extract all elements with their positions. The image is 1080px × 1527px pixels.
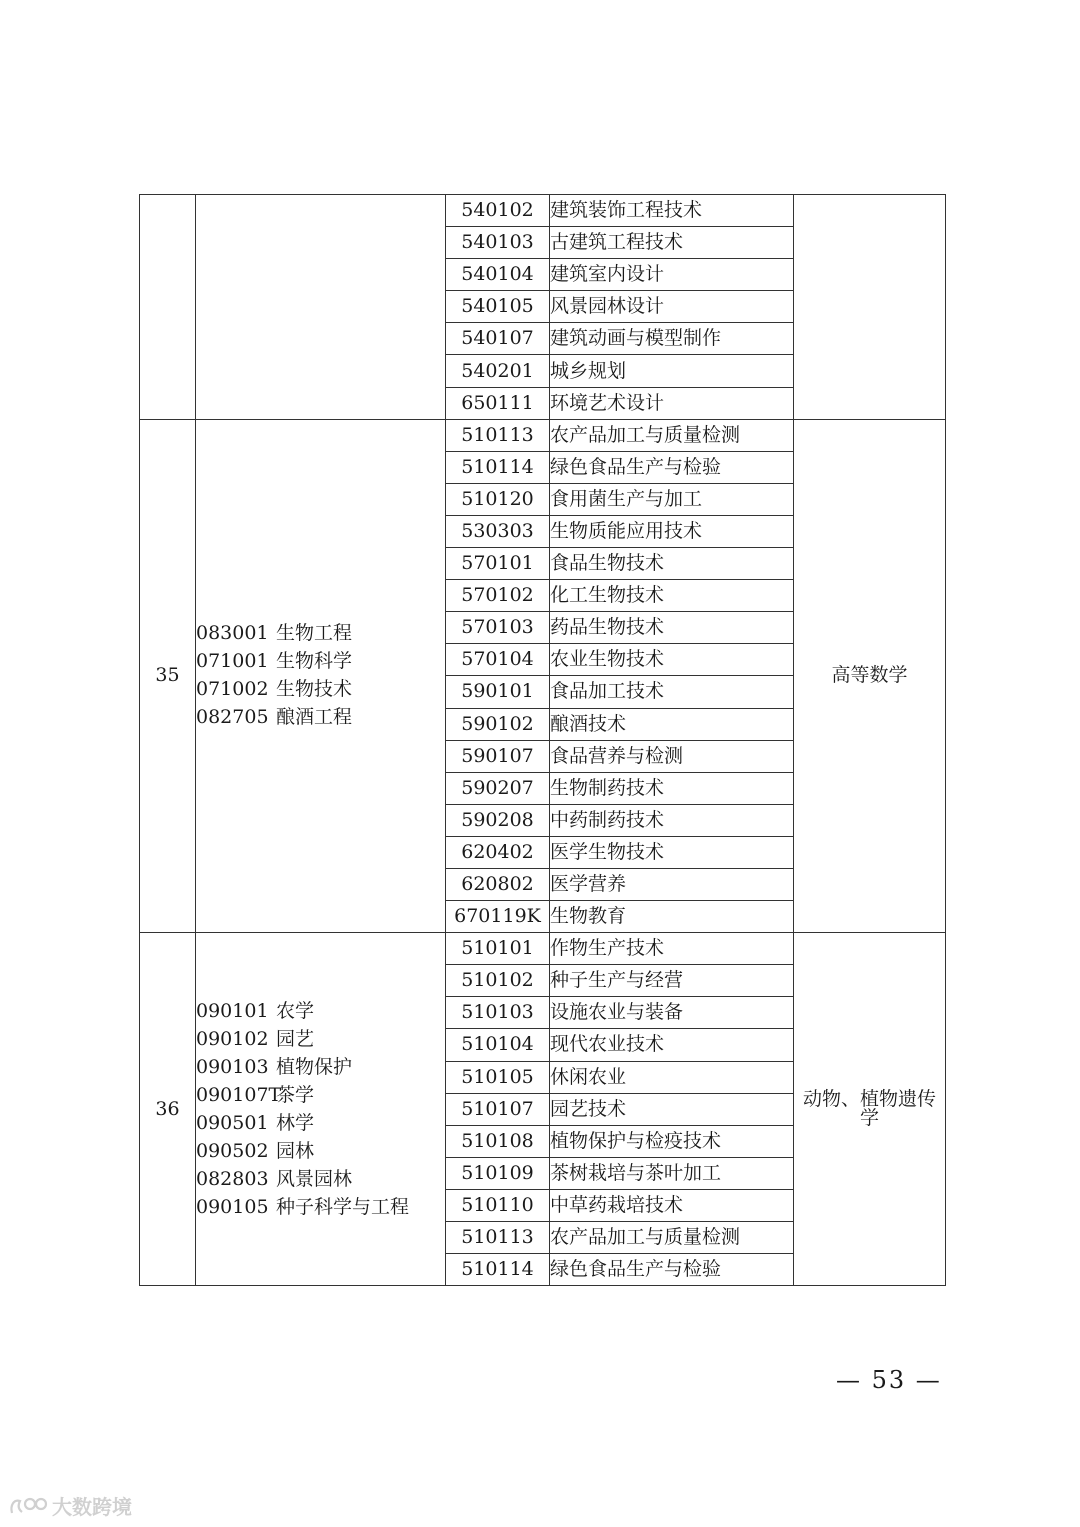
- program-code: 510105: [446, 1061, 550, 1093]
- program-name: 现代农业技术: [550, 1029, 794, 1061]
- major-code: 090502: [196, 1139, 269, 1162]
- program-name: 医学生物技术: [550, 836, 794, 868]
- major-item: [196, 1025, 445, 1053]
- program-code: 510101: [446, 933, 550, 965]
- program-name: 生物教育: [550, 901, 794, 933]
- major-item: [196, 620, 445, 648]
- major-item: [196, 676, 445, 704]
- program-name: 建筑室内设计: [550, 259, 794, 291]
- major-name: 植物保护: [276, 1055, 353, 1078]
- program-name: 古建筑工程技术: [550, 227, 794, 259]
- watermark-text: 大数跨境: [52, 1495, 132, 1519]
- major-name: 种子科学与工程: [276, 1195, 410, 1218]
- group-number: 36: [140, 933, 196, 1286]
- program-code: 510110: [446, 1189, 550, 1221]
- program-name: 化工生物技术: [550, 580, 794, 612]
- program-code: 540104: [446, 259, 550, 291]
- major-mapping-table: [139, 194, 946, 1286]
- program-code: 530303: [446, 515, 550, 547]
- program-code: 590207: [446, 772, 550, 804]
- program-code: 540102: [446, 195, 550, 227]
- program-code: 540201: [446, 355, 550, 387]
- program-name: 药品生物技术: [550, 612, 794, 644]
- program-code: 590102: [446, 708, 550, 740]
- major-item: [196, 704, 445, 732]
- program-code: 510114: [446, 451, 550, 483]
- major-name: 茶学: [276, 1083, 315, 1106]
- program-name: 农产品加工与质量检测: [550, 419, 794, 451]
- major-item: [196, 1165, 445, 1193]
- program-code: 570103: [446, 612, 550, 644]
- major-code: 082803: [196, 1167, 269, 1190]
- undergraduate-majors-cell: [196, 419, 446, 933]
- major-name: 生物技术: [276, 678, 353, 701]
- program-name: 建筑装饰工程技术: [550, 195, 794, 227]
- program-code: 620802: [446, 868, 550, 900]
- major-code: 090107T: [196, 1083, 282, 1106]
- program-name: 园艺技术: [550, 1093, 794, 1125]
- program-name: 生物质能应用技术: [550, 515, 794, 547]
- major-item: [196, 1053, 445, 1081]
- program-name: 农业生物技术: [550, 644, 794, 676]
- major-item: [196, 1081, 445, 1109]
- program-name: 食品营养与检测: [550, 740, 794, 772]
- major-name: 林学: [276, 1111, 315, 1134]
- program-code: 590107: [446, 740, 550, 772]
- program-code: 510107: [446, 1093, 550, 1125]
- program-code: 670119K: [446, 901, 550, 933]
- exam-subject: 动物、植物遗传学: [794, 933, 946, 1286]
- program-name: 作物生产技术: [550, 933, 794, 965]
- program-code: 510103: [446, 997, 550, 1029]
- major-code: 090101: [196, 999, 269, 1022]
- major-code: 090103: [196, 1055, 269, 1078]
- program-code: 510113: [446, 1222, 550, 1254]
- program-name: 生物制药技术: [550, 772, 794, 804]
- table-row: [140, 195, 946, 227]
- major-code: 090102: [196, 1027, 269, 1050]
- program-name: 绿色食品生产与检验: [550, 1254, 794, 1286]
- watermark-logo-icon: [8, 1495, 48, 1517]
- page-number: — 53 —: [836, 1366, 942, 1394]
- table-row: [140, 933, 946, 965]
- program-name: 植物保护与检疫技术: [550, 1125, 794, 1157]
- program-name: 中药制药技术: [550, 804, 794, 836]
- major-name: 园艺: [276, 1027, 315, 1050]
- program-name: 设施农业与装备: [550, 997, 794, 1029]
- program-code: 540105: [446, 291, 550, 323]
- program-code: 540103: [446, 227, 550, 259]
- program-name: 医学营养: [550, 868, 794, 900]
- program-code: 590208: [446, 804, 550, 836]
- program-code: 510109: [446, 1157, 550, 1189]
- major-name: 风景园林: [276, 1167, 353, 1190]
- program-name: 绿色食品生产与检验: [550, 451, 794, 483]
- program-code: 540107: [446, 323, 550, 355]
- major-code: 090105: [196, 1195, 269, 1218]
- program-name: 风景园林设计: [550, 291, 794, 323]
- major-item: [196, 1137, 445, 1165]
- program-code: 510120: [446, 483, 550, 515]
- program-name: 城乡规划: [550, 355, 794, 387]
- major-item: [196, 1193, 445, 1221]
- program-code: 510102: [446, 965, 550, 997]
- table-row: [140, 419, 946, 451]
- program-code: 590101: [446, 676, 550, 708]
- program-code: 570104: [446, 644, 550, 676]
- table-body: [140, 195, 946, 1286]
- program-code: 570101: [446, 548, 550, 580]
- program-name: 茶树栽培与茶叶加工: [550, 1157, 794, 1189]
- program-code: 570102: [446, 580, 550, 612]
- program-name: 食品加工技术: [550, 676, 794, 708]
- major-code: 071001: [196, 650, 269, 673]
- major-code: 071002: [196, 678, 269, 701]
- program-name: 建筑动画与模型制作: [550, 323, 794, 355]
- major-item: [196, 997, 445, 1025]
- major-name: 生物工程: [276, 622, 353, 645]
- major-name: 农学: [276, 999, 315, 1022]
- major-code: 082705: [196, 706, 269, 729]
- exam-subject: [794, 195, 946, 420]
- watermark: [8, 1491, 132, 1520]
- program-name: 中草药栽培技术: [550, 1189, 794, 1221]
- major-name: 园林: [276, 1139, 315, 1162]
- major-code: 090501: [196, 1111, 269, 1134]
- program-name: 食品生物技术: [550, 548, 794, 580]
- group-number: [140, 195, 196, 420]
- undergraduate-majors-cell: [196, 933, 446, 1286]
- program-code: 510108: [446, 1125, 550, 1157]
- program-name: 种子生产与经营: [550, 965, 794, 997]
- program-code: 510113: [446, 419, 550, 451]
- major-item: [196, 1109, 445, 1137]
- major-item: [196, 648, 445, 676]
- major-name: 酿酒工程: [276, 706, 353, 729]
- program-name: 休闲农业: [550, 1061, 794, 1093]
- program-code: 650111: [446, 387, 550, 419]
- program-code: 510104: [446, 1029, 550, 1061]
- major-name: 生物科学: [276, 650, 353, 673]
- program-name: 酿酒技术: [550, 708, 794, 740]
- undergraduate-majors-cell: [196, 195, 446, 420]
- group-number: 35: [140, 419, 196, 933]
- program-code: 510114: [446, 1254, 550, 1286]
- program-name: 食用菌生产与加工: [550, 483, 794, 515]
- program-name: 农产品加工与质量检测: [550, 1222, 794, 1254]
- program-name: 环境艺术设计: [550, 387, 794, 419]
- exam-subject: 高等数学: [794, 419, 946, 933]
- program-code: 620402: [446, 836, 550, 868]
- major-code: 083001: [196, 622, 269, 645]
